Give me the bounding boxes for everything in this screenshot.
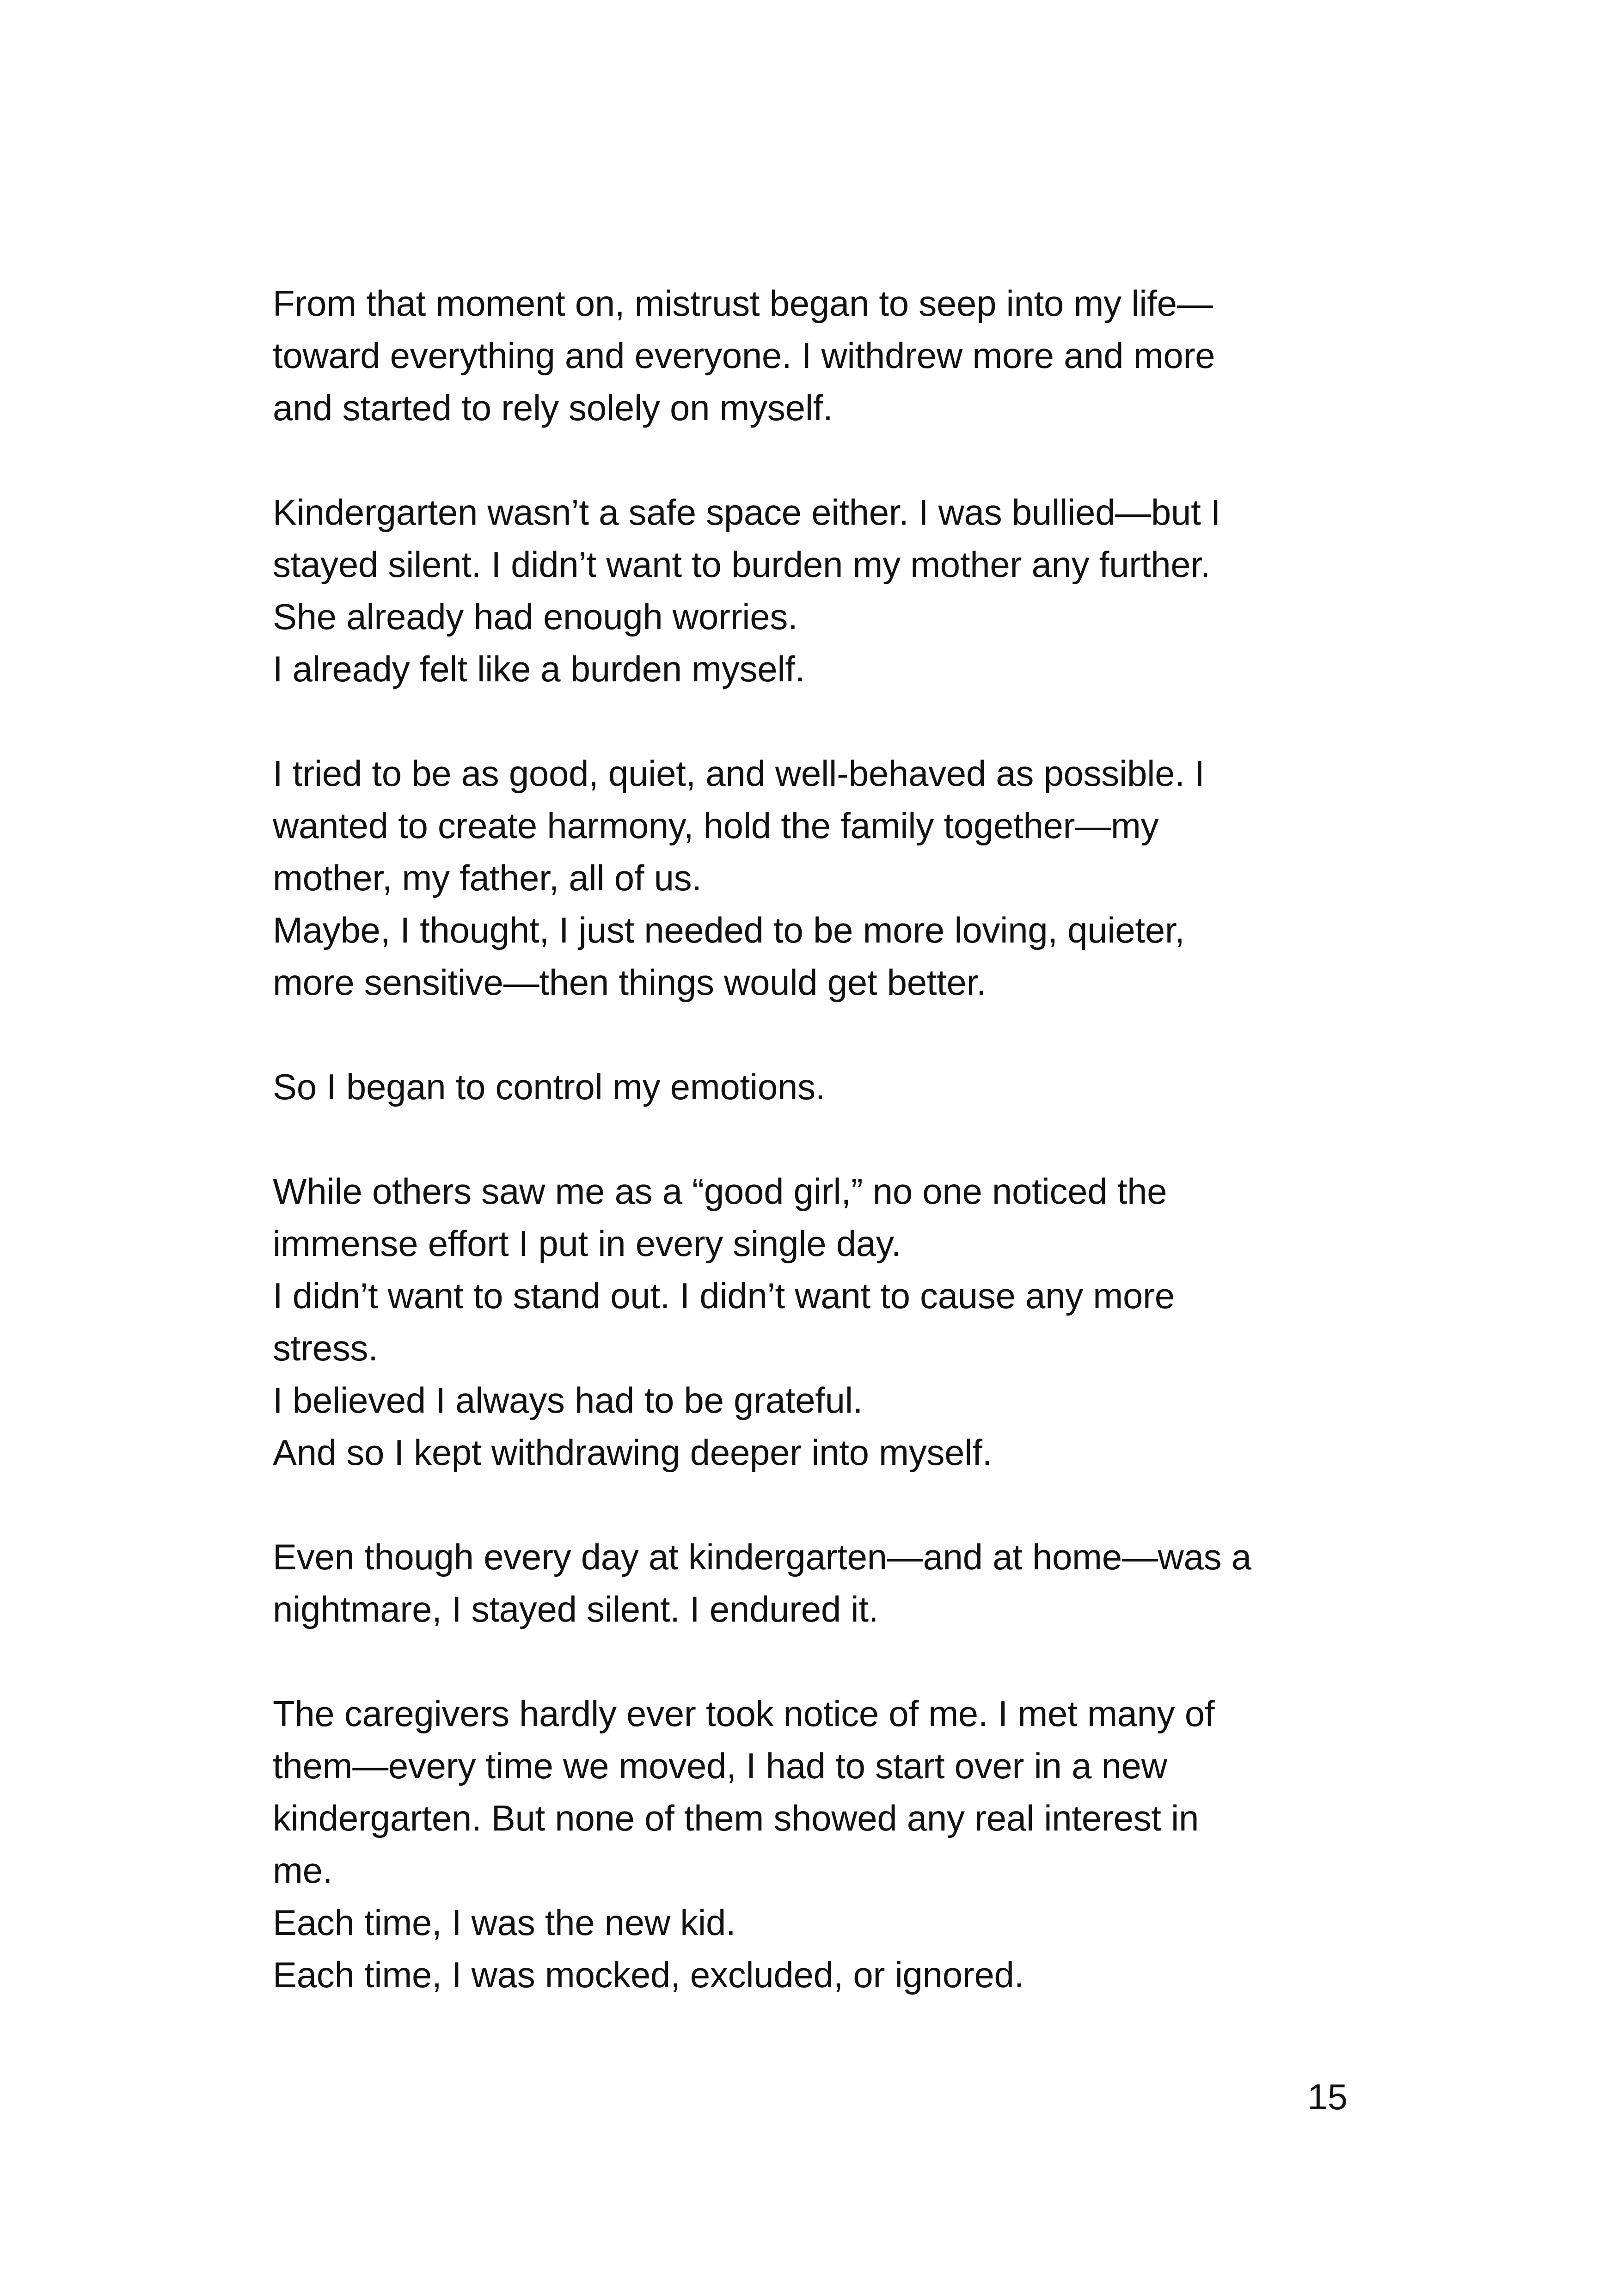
paragraph (273, 747, 1364, 1009)
text-line: mother, my father, all of us. (273, 857, 702, 898)
text-line: So I began to control my emotions. (273, 1066, 826, 1107)
text-line: stress. (273, 1328, 378, 1368)
paragraph (273, 1165, 1364, 1479)
text-line: stayed silent. I didn’t want to burden my mother any further. (273, 544, 1211, 585)
text-line: The caregivers hardly ever took notice of me. I met many of (273, 1693, 1215, 1734)
text-line: From that moment on, mistrust began to seep into my life— (273, 283, 1213, 324)
paragraph (273, 486, 1364, 695)
text-line: wanted to create harmony, hold the family together—my (273, 805, 1159, 846)
text-line: and started to rely solely on myself. (273, 387, 833, 428)
text-line: I already felt like a burden myself. (273, 649, 805, 689)
paragraph (273, 277, 1364, 434)
paragraph-gap (273, 695, 1364, 747)
text-line: I tried to be as good, quiet, and well-behaved as possible. I (273, 753, 1205, 794)
text-line: And so I kept withdrawing deeper into myself. (273, 1432, 992, 1473)
text-line: kindergarten. But none of them showed any real interest in (273, 1798, 1199, 1838)
text-line: I didn’t want to stand out. I didn’t want to cause any more (273, 1275, 1175, 1316)
paragraph-gap (273, 1635, 1364, 1688)
page-number: 15 (1307, 2076, 1348, 2117)
text-line: toward everything and everyone. I withdrew more and more (273, 335, 1215, 376)
text-line: more sensitive—then things would get better. (273, 962, 987, 1003)
paragraph-gap (273, 1113, 1364, 1165)
text-line: Each time, I was the new kid. (273, 1902, 736, 1943)
text-line: While others saw me as a “good girl,” no one noticed the (273, 1171, 1167, 1212)
text-line: I believed I always had to be grateful. (273, 1380, 863, 1420)
text-line: Kindergarten wasn’t a safe space either. I was bullied—but I (273, 492, 1221, 533)
paragraph-gap (273, 1479, 1364, 1531)
paragraph (273, 1061, 1364, 1113)
paragraph-gap (273, 434, 1364, 486)
text-line: them—every time we moved, I had to start over in a new (273, 1745, 1167, 1786)
text-line: nightmare, I stayed silent. I endured it. (273, 1589, 879, 1629)
paragraph (273, 1531, 1364, 1635)
body-text (273, 277, 1364, 2001)
paragraph (273, 1688, 1364, 2001)
paragraph-gap (273, 1009, 1364, 1061)
text-line: Maybe, I thought, I just needed to be more loving, quieter, (273, 910, 1185, 950)
text-line: immense effort I put in every single day. (273, 1223, 901, 1264)
text-line: Even though every day at kindergarten—and at home—was a (273, 1537, 1251, 1577)
text-line: She already had enough worries. (273, 596, 798, 637)
text-line: me. (273, 1850, 333, 1891)
text-line: Each time, I was mocked, excluded, or ignored. (273, 1954, 1024, 1995)
